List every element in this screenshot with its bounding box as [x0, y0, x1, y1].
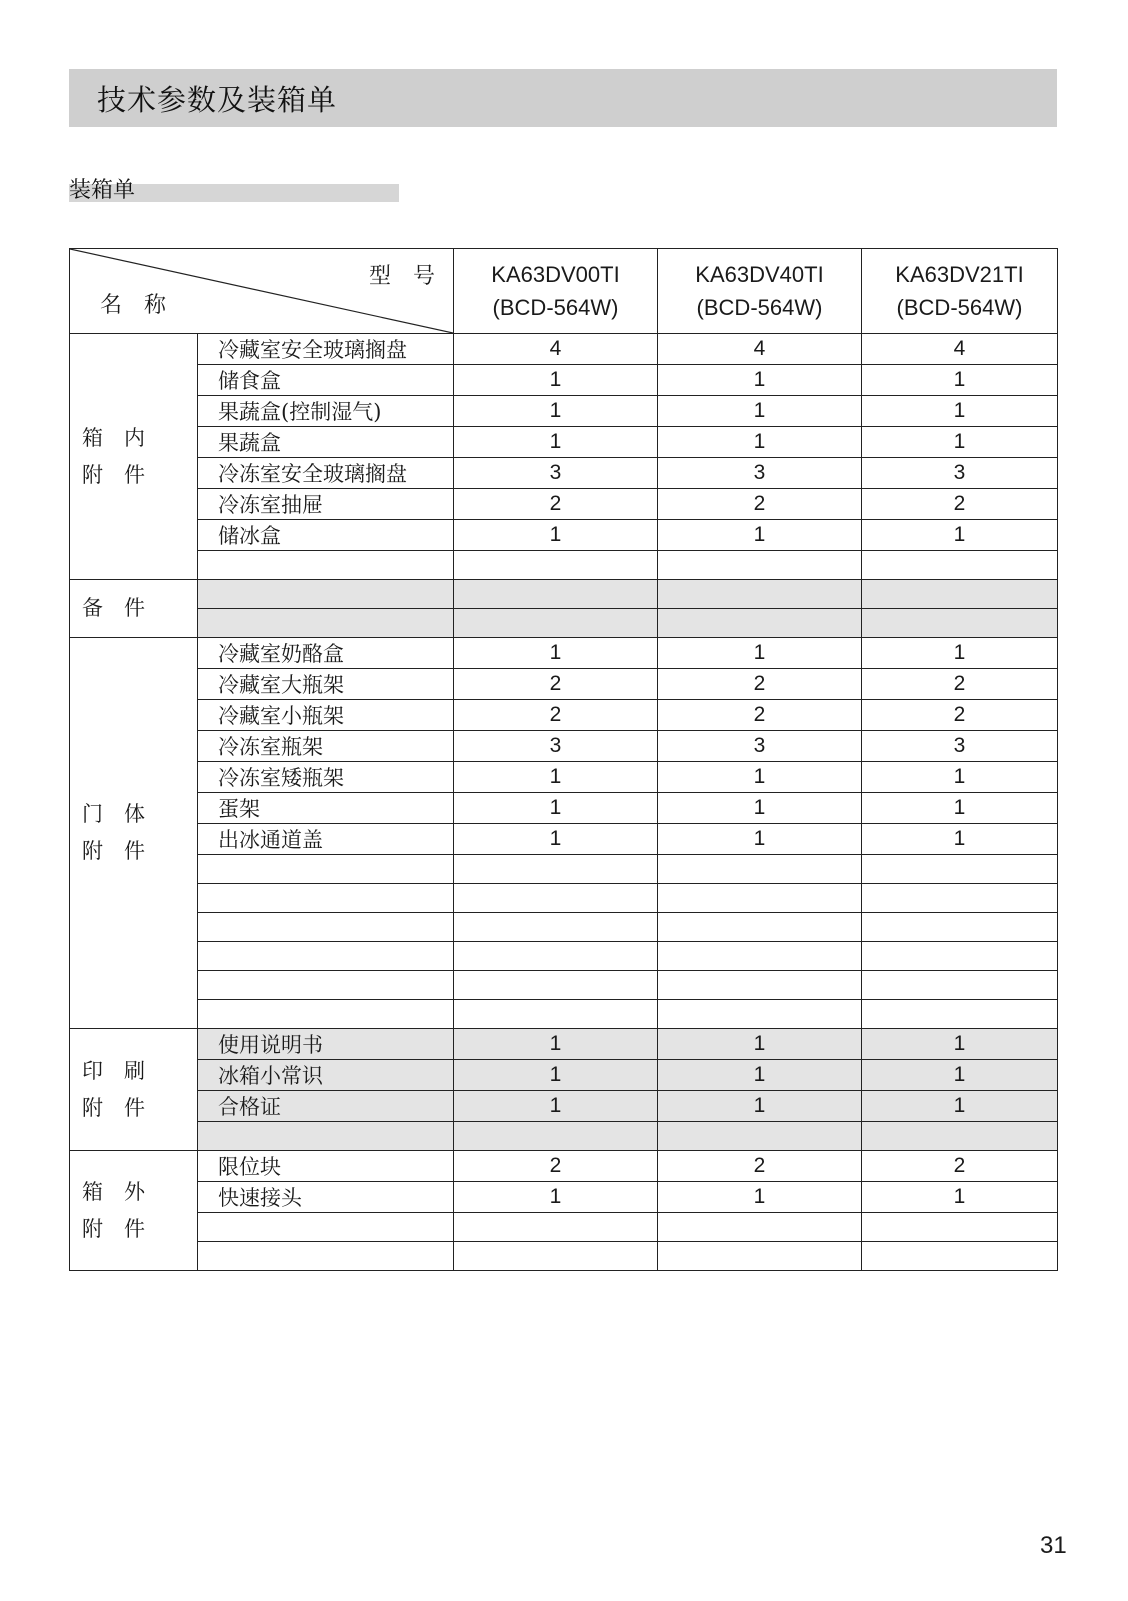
category-label: 附 件	[82, 1216, 145, 1241]
quantity-cell	[454, 609, 658, 638]
quantity-cell: 2	[862, 489, 1058, 520]
model-header-2	[658, 249, 862, 334]
model-sub: (BCD-564W)	[492, 295, 619, 320]
item-name-cell: 冷冻室矮瓶架	[198, 762, 454, 793]
diagonal-header-cell	[70, 249, 454, 334]
page-title: 技术参数及装箱单	[97, 82, 338, 117]
table-row	[70, 458, 1058, 489]
table-row	[70, 334, 1058, 365]
quantity-cell	[862, 942, 1058, 971]
category-label: 附 件	[82, 839, 145, 863]
quantity-cell: 1	[658, 1091, 862, 1122]
quantity-cell: 1	[862, 638, 1058, 669]
quantity-cell	[454, 855, 658, 884]
item-name-cell	[198, 1122, 454, 1151]
item-name-cell: 冷冻室瓶架	[198, 731, 454, 762]
quantity-cell: 1	[658, 1029, 862, 1060]
quantity-cell	[658, 1213, 862, 1242]
quantity-cell: 3	[658, 458, 862, 489]
quantity-cell	[862, 580, 1058, 609]
item-name-cell	[198, 1213, 454, 1242]
quantity-cell: 1	[862, 824, 1058, 855]
quantity-cell: 1	[862, 520, 1058, 551]
quantity-cell	[862, 971, 1058, 1000]
quantity-cell: 3	[454, 458, 658, 489]
quantity-cell: 1	[862, 365, 1058, 396]
item-name-cell: 合格证	[198, 1091, 454, 1122]
table-row	[70, 396, 1058, 427]
table-row	[70, 365, 1058, 396]
quantity-cell	[454, 971, 658, 1000]
table-row	[70, 489, 1058, 520]
quantity-cell: 1	[454, 365, 658, 396]
item-name-cell: 出冰通道盖	[198, 824, 454, 855]
quantity-cell: 2	[658, 489, 862, 520]
quantity-cell: 1	[454, 762, 658, 793]
quantity-cell	[658, 1000, 862, 1029]
table-row	[70, 427, 1058, 458]
quantity-cell	[454, 1242, 658, 1271]
item-name-cell: 快速接头	[198, 1182, 454, 1213]
table-row	[70, 762, 1058, 793]
quantity-cell: 1	[454, 1029, 658, 1060]
quantity-cell: 1	[862, 1182, 1058, 1213]
table-row	[70, 793, 1058, 824]
packing-list-table	[69, 248, 1058, 1271]
item-name-cell: 冰箱小常识	[198, 1060, 454, 1091]
table-row	[70, 638, 1058, 669]
table-row	[70, 1151, 1058, 1182]
quantity-cell: 2	[862, 1151, 1058, 1182]
quantity-cell: 3	[862, 458, 1058, 489]
quantity-cell	[454, 884, 658, 913]
quantity-cell	[862, 609, 1058, 638]
table-row	[70, 520, 1058, 551]
table-row	[70, 1182, 1058, 1213]
quantity-cell	[658, 551, 862, 580]
item-name-cell: 果蔬盒	[198, 427, 454, 458]
item-name-cell: 果蔬盒(控制湿气)	[198, 396, 454, 427]
quantity-cell	[454, 942, 658, 971]
quantity-cell: 1	[454, 1182, 658, 1213]
quantity-cell	[862, 1122, 1058, 1151]
table-row	[70, 824, 1058, 855]
quantity-cell: 1	[658, 824, 862, 855]
quantity-cell: 4	[454, 334, 658, 365]
quantity-cell	[454, 1122, 658, 1151]
quantity-cell	[454, 580, 658, 609]
table-row	[70, 580, 1058, 609]
item-name-cell: 冷藏室奶酪盒	[198, 638, 454, 669]
quantity-cell: 2	[658, 669, 862, 700]
table-row	[70, 1242, 1058, 1271]
item-name-cell	[198, 609, 454, 638]
item-name-cell: 储食盒	[198, 365, 454, 396]
name-label: 名 称	[100, 293, 167, 318]
quantity-cell	[658, 609, 862, 638]
quantity-cell	[862, 855, 1058, 884]
quantity-cell: 1	[658, 520, 862, 551]
table-row	[70, 942, 1058, 971]
item-name-cell	[198, 884, 454, 913]
quantity-cell	[862, 913, 1058, 942]
model-sub: (BCD-564W)	[696, 295, 823, 320]
quantity-cell: 2	[454, 489, 658, 520]
model-code: KA63DV00TI	[491, 262, 620, 287]
quantity-cell: 1	[454, 520, 658, 551]
item-name-cell	[198, 580, 454, 609]
item-name-cell: 冷藏室安全玻璃搁盘	[198, 334, 454, 365]
quantity-cell: 1	[862, 396, 1058, 427]
quantity-cell	[658, 913, 862, 942]
quantity-cell: 4	[862, 334, 1058, 365]
quantity-cell: 2	[454, 700, 658, 731]
quantity-cell: 2	[454, 669, 658, 700]
item-name-cell: 冷冻室抽屉	[198, 489, 454, 520]
quantity-cell: 1	[658, 1060, 862, 1091]
table-row	[70, 609, 1058, 638]
page-header	[69, 69, 1057, 127]
item-name-cell: 冷藏室小瓶架	[198, 700, 454, 731]
quantity-cell: 1	[454, 396, 658, 427]
item-name-cell	[198, 551, 454, 580]
quantity-cell: 1	[658, 762, 862, 793]
table-row	[70, 971, 1058, 1000]
quantity-cell: 1	[862, 1091, 1058, 1122]
table-row	[70, 1029, 1058, 1060]
quantity-cell: 1	[862, 1029, 1058, 1060]
quantity-cell	[862, 551, 1058, 580]
quantity-cell: 1	[454, 427, 658, 458]
model-sub: (BCD-564W)	[896, 295, 1023, 320]
item-name-cell	[198, 942, 454, 971]
table-row	[70, 913, 1058, 942]
quantity-cell	[454, 913, 658, 942]
model-header-3	[862, 249, 1058, 334]
section-title-text: 装箱单	[69, 178, 136, 203]
table-header-row	[70, 249, 1058, 334]
quantity-cell	[658, 855, 862, 884]
item-name-cell: 限位块	[198, 1151, 454, 1182]
table-row	[70, 731, 1058, 762]
category-label: 门 体	[82, 802, 145, 826]
table-row	[70, 551, 1058, 580]
quantity-cell: 1	[454, 638, 658, 669]
quantity-cell	[658, 580, 862, 609]
quantity-cell	[454, 551, 658, 580]
quantity-cell: 3	[658, 731, 862, 762]
item-name-cell	[198, 913, 454, 942]
quantity-cell: 2	[862, 700, 1058, 731]
item-name-cell: 冷冻室安全玻璃搁盘	[198, 458, 454, 489]
quantity-cell: 2	[658, 1151, 862, 1182]
quantity-cell	[862, 1213, 1058, 1242]
quantity-cell: 1	[658, 396, 862, 427]
quantity-cell: 1	[862, 762, 1058, 793]
quantity-cell: 3	[862, 731, 1058, 762]
quantity-cell: 2	[862, 669, 1058, 700]
model-code: KA63DV40TI	[695, 262, 824, 287]
quantity-cell: 1	[658, 1182, 862, 1213]
item-name-cell: 使用说明书	[198, 1029, 454, 1060]
quantity-cell	[454, 1000, 658, 1029]
item-name-cell: 冷藏室大瓶架	[198, 669, 454, 700]
category-label: 箱 内	[82, 425, 145, 450]
quantity-cell: 1	[454, 824, 658, 855]
table-row	[70, 669, 1058, 700]
category-cell	[70, 1151, 198, 1271]
category-label: 附 件	[82, 462, 145, 487]
quantity-cell	[862, 1242, 1058, 1271]
quantity-cell	[454, 1213, 658, 1242]
quantity-cell: 1	[658, 365, 862, 396]
table-row	[70, 1122, 1058, 1151]
quantity-cell	[658, 971, 862, 1000]
quantity-cell	[862, 1000, 1058, 1029]
model-header-1	[454, 249, 658, 334]
table-row	[70, 855, 1058, 884]
quantity-cell: 1	[454, 793, 658, 824]
quantity-cell: 1	[658, 427, 862, 458]
quantity-cell	[658, 884, 862, 913]
category-label: 附 件	[82, 1095, 145, 1120]
item-name-cell	[198, 1000, 454, 1029]
quantity-cell: 1	[454, 1060, 658, 1091]
item-name-cell: 蛋架	[198, 793, 454, 824]
model-code: KA63DV21TI	[895, 262, 1024, 287]
quantity-cell	[658, 1242, 862, 1271]
item-name-cell	[198, 1242, 454, 1271]
quantity-cell	[862, 884, 1058, 913]
quantity-cell: 3	[454, 731, 658, 762]
quantity-cell: 1	[862, 793, 1058, 824]
model-label: 型 号	[368, 264, 435, 289]
category-label: 箱 外	[82, 1179, 145, 1204]
quantity-cell: 2	[658, 700, 862, 731]
table-row	[70, 1060, 1058, 1091]
item-name-cell	[198, 971, 454, 1000]
table-row	[70, 700, 1058, 731]
quantity-cell: 4	[658, 334, 862, 365]
table-row	[70, 1213, 1058, 1242]
category-label: 印 刷	[82, 1058, 145, 1083]
category-cell	[70, 638, 198, 1029]
item-name-cell	[198, 855, 454, 884]
category-cell	[70, 334, 198, 580]
item-name-cell: 储冰盒	[198, 520, 454, 551]
category-label: 备 件	[82, 596, 145, 620]
category-cell	[70, 1029, 198, 1151]
quantity-cell	[658, 942, 862, 971]
category-cell	[70, 580, 198, 638]
quantity-cell: 1	[862, 1060, 1058, 1091]
quantity-cell: 1	[658, 638, 862, 669]
table-row	[70, 1091, 1058, 1122]
table-row	[70, 884, 1058, 913]
section-title	[69, 173, 135, 204]
quantity-cell	[658, 1122, 862, 1151]
quantity-cell: 2	[454, 1151, 658, 1182]
page-number: 31	[1040, 1532, 1067, 1559]
quantity-cell: 1	[658, 793, 862, 824]
table-row	[70, 1000, 1058, 1029]
quantity-cell: 1	[862, 427, 1058, 458]
quantity-cell: 1	[454, 1091, 658, 1122]
